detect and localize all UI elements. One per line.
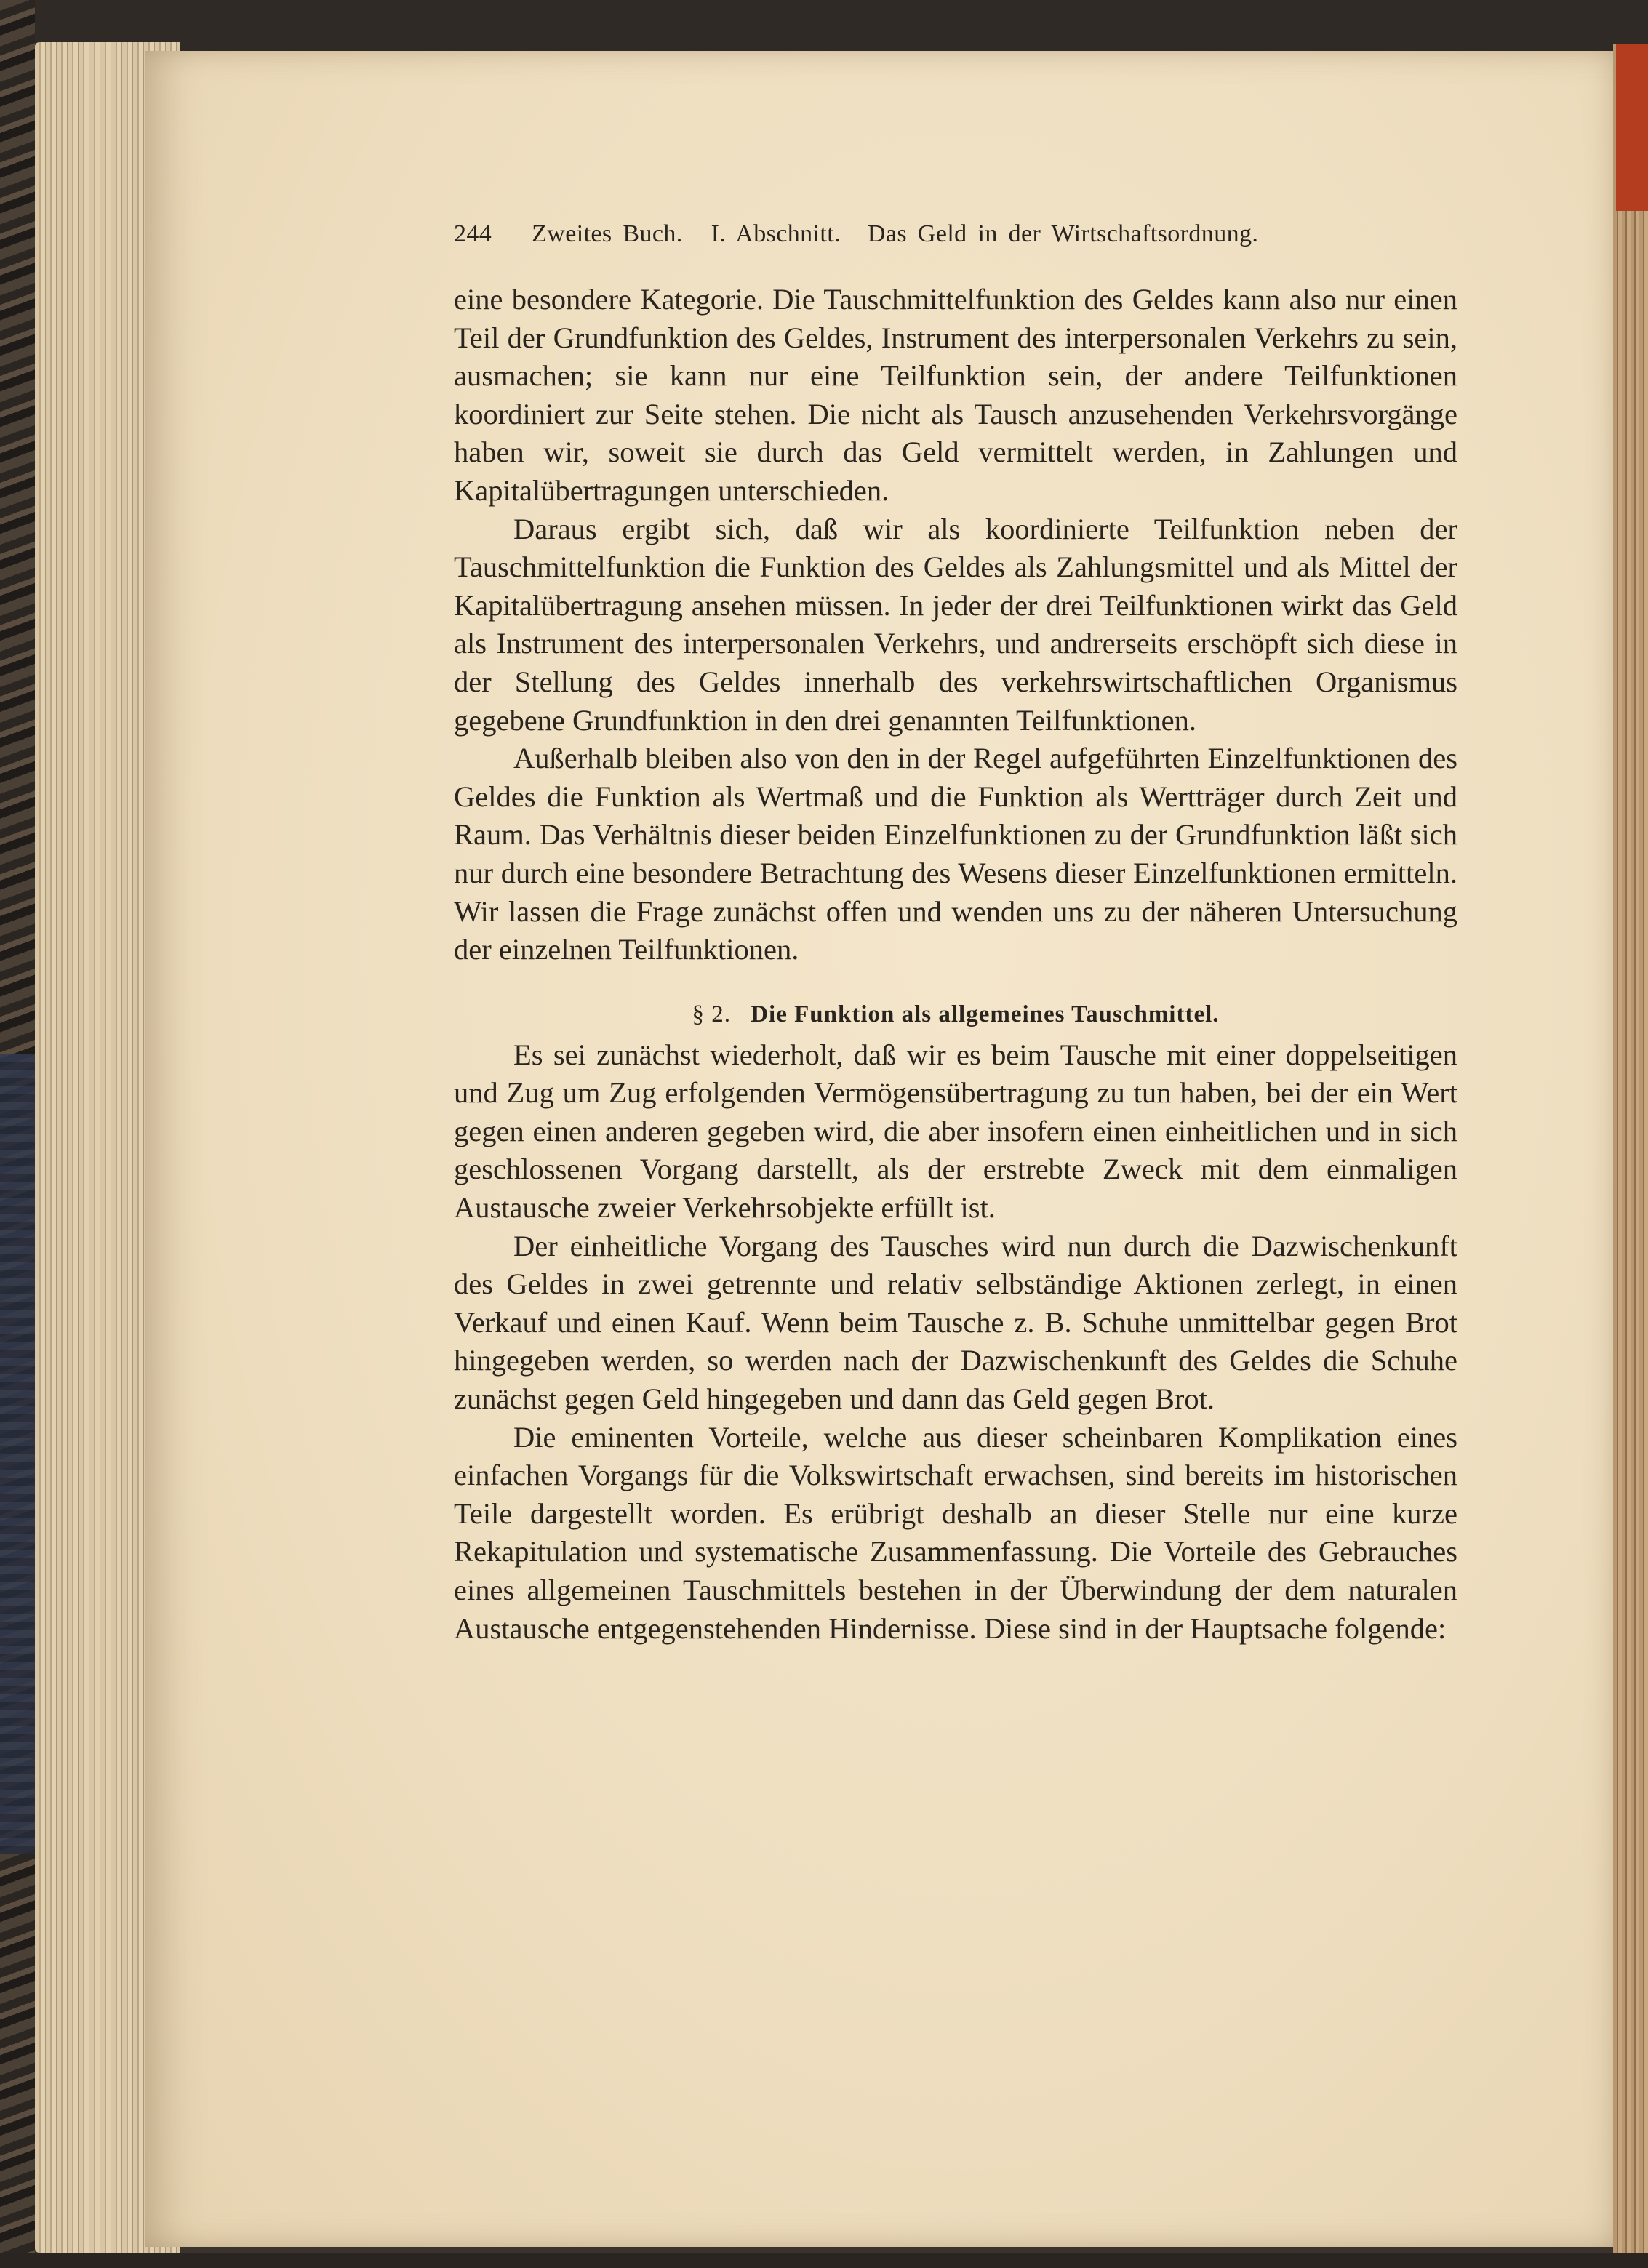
scan-bottom-border (0, 2253, 1648, 2268)
bookmark-ribbon (1616, 44, 1648, 211)
running-head-section: I. Abschnitt. (711, 220, 841, 247)
section-title: Die Funktion als allgemeines Tauschmittel. (751, 1001, 1220, 1027)
page-text (454, 218, 1457, 1648)
running-head-title: Das Geld in der Wirtschaftsordnung. (867, 220, 1259, 247)
section-number: § 2. (692, 1001, 731, 1027)
paragraph: Es sei zunächst wiederholt, daß wir es beim Tausche mit einer doppelseitigen und Zug um Zug erfolgenden Vermögensübertragung zu tun haben, bei der ein Wert gegen einen anderen gegeben wird, die aber insofern einen einheitlichen und in sich geschlossenen Vorgang darstellt, als der erstrebte Zweck mit dem einmaligen Austausche zweier Verkehrsobjekte erfüllt ist. (454, 1038, 1457, 1225)
right-page-edges (1613, 44, 1648, 2254)
page-body (454, 281, 1457, 1648)
paragraph: eine besondere Kategorie. Die Tauschmittelfunktion des Geldes kann also nur einen Teil der Grundfunktion des Geldes, Instrument des interpersonalen Verkehrs zu sein, ausmachen; sie kann nur eine Teilfunktion sein, der andere Teilfunktionen koordiniert zur Seite stehen. Die nicht als Tausch anzusehenden Verkehrsvorgänge haben wir, soweit sie durch das Geld vermittelt werden, in Zahlungen und Kapitalübertragungen unterschieden. (454, 283, 1457, 507)
section-heading (454, 998, 1457, 1030)
paragraph: Die eminenten Vorteile, welche aus dieser scheinbaren Komplikation eines einfachen Vorgangs für die Volkswirtschaft erwachsen, sind bereits im historischen Teile dargestellt worden. Es erübrigt deshalb an dieser Stelle nur eine kurze Rekapitulation und systematische Zusammenfassung. Die Vorteile des Gebrauches eines allgemeinen Tauschmittels bestehen in der Überwindung der dem naturalen Austausche entgegenstehenden Hindernisse. Diese sind in der Hauptsache folgende: (454, 1420, 1457, 1645)
book-cover-edge (0, 0, 35, 2268)
paragraph: Außerhalb bleiben also von den in der Regel aufgeführten Einzelfunktionen des Geldes die Funktion als Wertmaß und die Funktion als Wertträger durch Zeit und Raum. Das Verhältnis dieser beiden Einzelfunktionen zu der Grundfunktion läßt sich nur durch eine besondere Betrachtung des Wesens dieser Einzelfunktionen ermitteln. Wir lassen die Frage zunächst offen und wenden uns zu der näheren Untersuchung der einzelnen Teilfunktionen. (454, 742, 1457, 966)
paragraph: Daraus ergibt sich, daß wir als koordinierte Teilfunktion neben der Tauschmittelfunktion die Funktion des Geldes als Zahlungsmittel und als Mittel der Kapitalübertragung ansehen müssen. In jeder der drei Teilfunktionen wirkt das Geld als Instrument des interpersonalen Verkehrs, und andrerseits erschöpft sich diese in der Stellung des Geldes innerhalb des verkehrswirtschaftlichen Organismus gegebene Grundfunktion in den drei genannten Teilfunktionen. (454, 512, 1457, 737)
running-head-book: Zweites Buch. (532, 220, 683, 247)
page-number: 244 (454, 220, 492, 247)
paragraph: Der einheitliche Vorgang des Tausches wird nun durch die Dazwischenkunft des Geldes in zwei getrennte und relativ selbständige Aktionen zerlegt, in einen Verkauf und einen Kauf. Wenn beim Tausche z. B. Schuhe unmittelbar gegen Brot hingegeben werden, so werden nach der Dazwischenkunft des Geldes die Schuhe zunächst gegen Geld hingegeben und dann das Geld gegen Brot. (454, 1229, 1457, 1416)
running-head (454, 218, 1457, 250)
